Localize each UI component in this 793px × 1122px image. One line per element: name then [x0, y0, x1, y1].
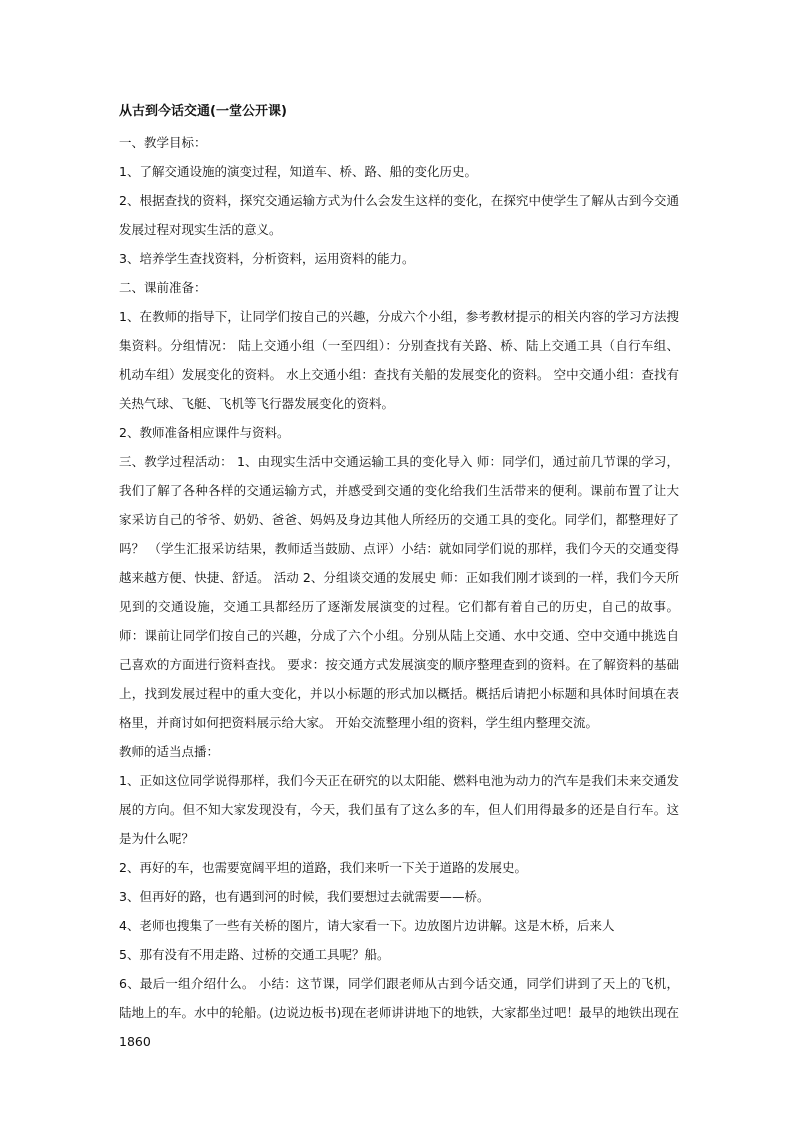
paragraph-objective-2: 2、根据查找的资料，探究交通运输方式为什么会发生这样的变化，在探究中使学生了解从古到今交通发展过程对现实生活的意义。	[119, 193, 679, 237]
paragraph-guidance-6: 6、最后一组介绍什么。 小结：这节课，同学们跟老师从古到今话交通，同学们讲到了天上的飞机，陆地上的车。水中的轮船。(边说边板书)现在老师讲讲地下的地铁，大家都坐过吧！最早的地铁出现在 1860	[119, 976, 679, 1049]
paragraph-guidance-5: 5、那有没有不用走路、过桥的交通工具呢？船。	[119, 947, 390, 962]
paragraph-guidance-1: 1、正如这位同学说得那样，我们今天正在研究的以太阳能、燃料电池为动力的汽车是我们未来交通发展的方向。但不知大家发现没有，今天，我们虽有了这么多的车，但人们用得最多的还是自行车。这是为什么呢？	[119, 773, 679, 846]
paragraph-preparation-heading: 二、课前准备：	[119, 280, 207, 295]
paragraph-process: 三、教学过程活动： 1、由现实生活中交通运输工具的变化导入 师：同学们，通过前几节课的学习，我们了解了各种各样的交通运输方式，并感受到交通的变化给我们生活带来的便利。课前布置了让大家采访自己的爷爷、奶奶、爸爸、妈妈及身边其他人所经历的交通工具的变化。同学们，都整理好了吗？ （学生汇报采访结果，教师适当鼓励、点评）小结：就如同学们说的那样，我们今天的交通变得越来越方便、快捷、舒适。 活动 2、分组谈交通的发展史 师：正如我们刚才谈到的一样，我们今天所见到的交通设施，交通工具都经历了逐渐发展演变的过程。它们都有着自己的历史，自己的故事。 师：课前让同学们按自己的兴趣，分成了六个小组。分别从陆上交通、水中交通、空中交通中挑选自己喜欢的方面进行资料查找。 要求：按交通方式发展演变的顺序整理查到的资料。在了解资料的基础上，找到发展过程中的重大变化，并以小标题的形式加以概括。概括后请把小标题和具体时间填在表格里，并商讨如何把资料展示给大家。 开始交流整理小组的资料，学生组内整理交流。	[119, 454, 679, 730]
document-title: 从古到今话交通(一堂公开课)	[119, 104, 287, 119]
paragraph-objective-3: 3、培养学生查找资料，分析资料，运用资料的能力。	[119, 251, 415, 266]
paragraph-objective-1: 1、了解交通设施的演变过程，知道车、桥、路、船的变化历史。	[119, 164, 477, 179]
paragraph-preparation-2: 2、教师准备相应课件与资料。	[119, 425, 290, 440]
paragraph-guidance-2: 2、再好的车，也需要宽阔平坦的道路，我们来听一下关于道路的发展史。	[119, 860, 527, 875]
document-page	[119, 99, 679, 1056]
paragraph-teacher-guidance-heading: 教师的适当点播：	[119, 744, 220, 759]
paragraph-preparation-1: 1、在教师的指导下，让同学们按自己的兴趣，分成六个小组，参考教材提示的相关内容的学习方法搜集资料。分组情况： 陆上交通小组（一至四组）：分别查找有关路、桥、陆上交通工具（自行车组、机动车组）发展变化的资料。 水上交通小组：查找有关船的发展变化的资料。 空中交通小组：查找有关热气球、飞艇、飞机等飞行器发展变化的资料。	[119, 309, 679, 411]
paragraph-guidance-3: 3、但再好的路，也有遇到河的时候，我们要想过去就需要——桥。	[119, 889, 490, 904]
paragraph-guidance-4: 4、老师也搜集了一些有关桥的图片，请大家看一下。边放图片边讲解。这是木桥，后来人	[119, 918, 615, 933]
paragraph-objectives-heading: 一、教学目标：	[119, 135, 207, 150]
